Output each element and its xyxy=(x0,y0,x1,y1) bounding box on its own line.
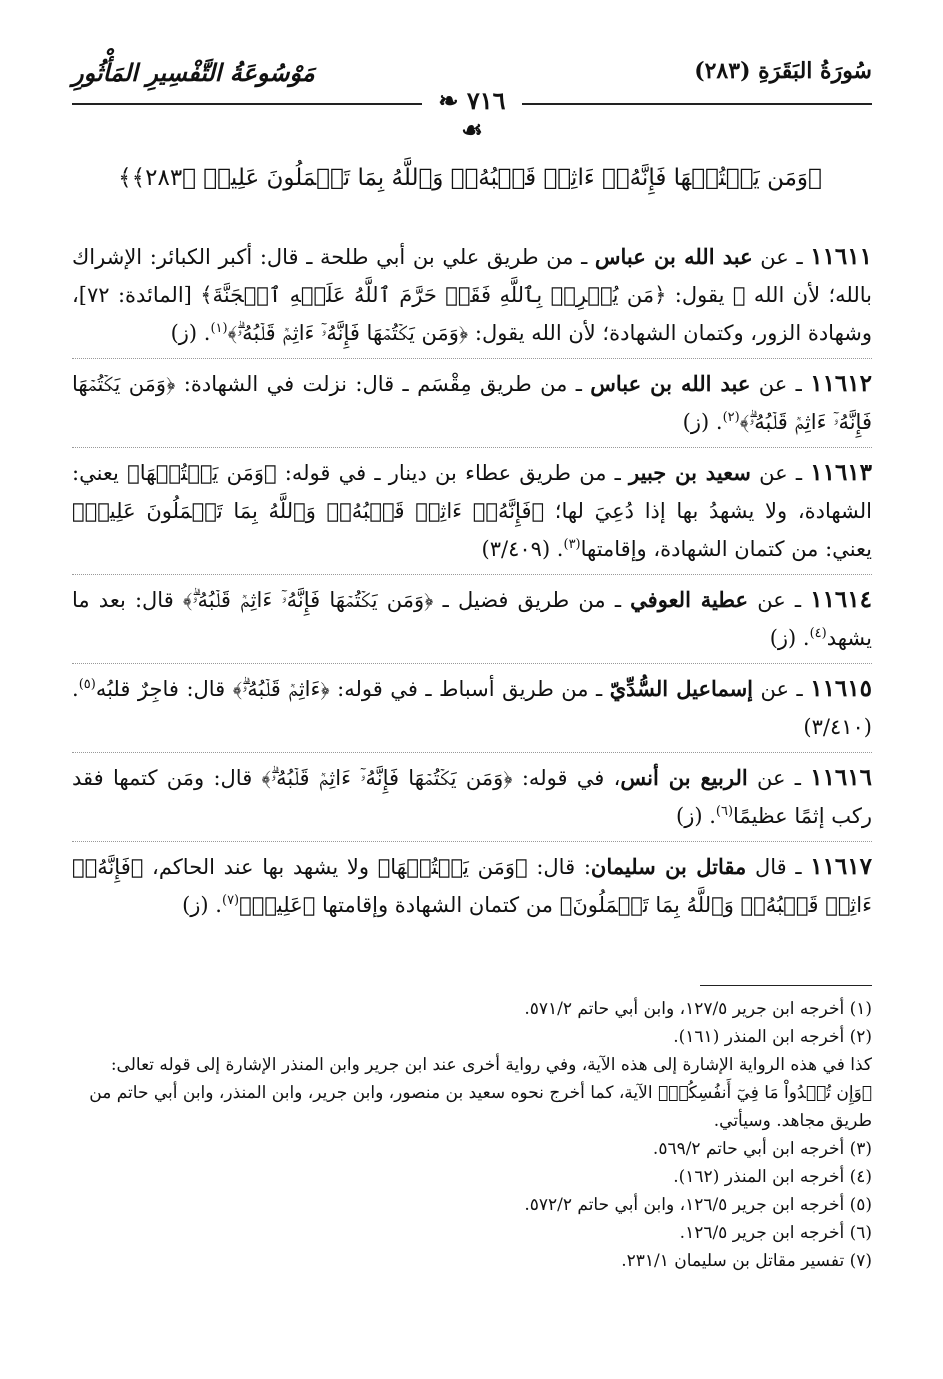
entry-source: . (٣/٤١٠) xyxy=(72,677,872,739)
entry-source: . (ز) xyxy=(769,626,810,650)
entry-source: . (٣/٤٠٩) xyxy=(481,537,564,561)
entry-number: ١١٦١٧ xyxy=(810,853,872,880)
entry-number: ١١٦١٦ xyxy=(810,764,872,791)
narration-entry xyxy=(72,232,872,359)
narration-entry xyxy=(72,575,872,664)
quran-verse: ﴿وَمَن يَكۡتُمۡهَا فَإِنَّهُۥٓ ءَاثِمٞ قَلۡبُهُۥۗ وَٱللَّهُ بِمَا تَعۡمَلُونَ عَلِيمٞ ﴿٢٨٣﴾﴾ xyxy=(118,165,822,191)
entry-prefix: ـ عن xyxy=(750,372,811,396)
entry-text: ـ من طريق أسباط ـ في قوله: ﴿ءَاثِمٞ قَلۡبُهُۥۗ﴾ قال: فاجِرٌ قلبُه xyxy=(95,677,610,701)
header-rule-left xyxy=(72,103,422,105)
footnote-separator xyxy=(700,985,872,986)
footnote: (٤) أخرجه ابن المنذر (١٦٢). xyxy=(673,1167,872,1187)
narration-entry xyxy=(72,664,872,753)
entry-prefix: ـ عن xyxy=(753,677,811,701)
entry-number: ١١٦١٤ xyxy=(810,586,872,613)
footnote: (٣) أخرجه ابن أبي حاتم ٥٦٩/٢. xyxy=(652,1139,872,1159)
entry-number: ١١٦١١ xyxy=(810,243,872,270)
footnote: (٢) أخرجه ابن المنذر (١٦١). xyxy=(673,1027,872,1047)
narration-entry xyxy=(72,359,872,448)
entry-prefix: ـ عن xyxy=(752,245,811,269)
running-header xyxy=(72,48,872,144)
footnote-ref[interactable]: (٧) xyxy=(221,893,240,908)
footnote-ref[interactable]: (٥) xyxy=(78,677,96,692)
entry-source: . (ز) xyxy=(182,893,222,917)
entry-text: : قال: ﴿وَمَن يَكۡتُمۡهَا﴾ ولا يشهد بها عند الحاكم، ﴿فَإِنَّهُۥٓ ءَاثِمٞ قَلۡبُهُۥۗ وَٱللَّهُ بِمَا تَعۡمَلُونَ﴾ من كتمان الشهادة وإقامتها ﴿عَلِيمٞ﴾ xyxy=(72,855,872,917)
footnote-ref[interactable]: (١) xyxy=(210,321,228,336)
footnote-ref[interactable]: (٣) xyxy=(563,537,581,552)
entry-source: . (ز) xyxy=(170,321,211,345)
footnote: (٦) أخرجه ابن جرير ١٢٦/٥. xyxy=(679,1223,872,1243)
entry-source: . (ز) xyxy=(682,410,723,434)
entry-text: ـ من طريق فضيل ـ ﴿وَمَن يَكۡتُمۡهَا فَإِنَّهُۥٓ ءَاثِمٞ قَلۡبُهُۥۗ﴾ قال: بعد ما يشهد xyxy=(72,588,872,650)
surah-title: سُورَةُ البَقَرَةِ (٢٨٣) xyxy=(694,58,872,84)
entry-text: ـ من طريق مِقْسَم ـ قال: نزلت في الشهادة: ﴿وَمَن يَكۡتُمۡهَا فَإِنَّهُۥٓ ءَاثِمٞ قَلۡبُهُۥۗ﴾ xyxy=(72,372,872,434)
book-title: مَوْسُوعَةُ التَّفْسِيرِ المَأْثُورِ xyxy=(72,58,315,87)
narration-entry xyxy=(72,448,872,575)
footnote: (١) أخرجه ابن جرير ١٢٧/٥، وابن أبي حاتم ٥٧١/٢. xyxy=(524,999,872,1019)
entry-text: ، في قوله: ﴿وَمَن يَكۡتُمۡهَا فَإِنَّهُۥٓ ءَاثِمٞ قَلۡبُهُۥۗ﴾ قال: ومَن كتمها فقد ركب إثمًا عظيمًا xyxy=(72,766,872,828)
narrator-name: الربيع بن أنس xyxy=(620,765,748,790)
narration-list xyxy=(72,232,872,930)
narrator-name: عطية العوفي xyxy=(630,587,749,612)
entry-text: ـ من طريق علي بن أبي طلحة ـ قال: أكبر الكبائر: الإشراك بالله؛ لأن الله ﷻ يقول: ﴿مَن يُشۡرِكۡ بِٱللَّهِ فَقَدۡ حَرَّمَ ٱللَّهُ عَلَيۡهِ ٱلۡجَنَّةَ﴾ [المائدة: ٧٢]، وشهادة الزور، وكتمان الشهادة؛ لأن الله يقول: ﴿وَمَن يَكۡتُمۡهَا فَإِنَّهُۥٓ ءَاثِمٞ قَلۡبُهُۥۗ﴾ xyxy=(72,245,872,345)
entry-number: ١١٦١٣ xyxy=(810,459,873,486)
page-number: ❧ ٧١٦ ☙ xyxy=(438,86,506,144)
narration-entry xyxy=(72,753,872,842)
footnote: (٥) أخرجه ابن جرير ١٢٦/٥، وابن أبي حاتم ٥٧٢/٢. xyxy=(524,1195,872,1215)
footnote: (٧) تفسير مقاتل بن سليمان ٢٣١/١. xyxy=(621,1251,872,1271)
page-number-text: ٧١٦ xyxy=(466,86,506,115)
entry-prefix: ـ عن xyxy=(747,766,811,790)
footnote-ref[interactable]: (٦) xyxy=(715,804,734,819)
narrator-name: مقاتل بن سليمان xyxy=(590,854,747,879)
footnote-comment: كذا في هذه الرواية الإشارة إلى هذه الآية، وفي رواية أخرى عند ابن جرير وابن المنذر الإشارة إلى قوله تعالى: ﴿وَإِن تُبۡدُواْ مَا فِيٓ أَنفُسِكُمۡ﴾ الآية، كما أخرج نحوه سعيد بن منصور، وابن جرير، وابن المنذر، وابن أبي حاتم من طريق مجاهد. وسيأتي. xyxy=(89,1055,872,1131)
footnotes xyxy=(72,995,872,1275)
entry-prefix: ـ عن xyxy=(750,461,811,485)
entry-number: ١١٦١٥ xyxy=(810,675,872,702)
narration-entry xyxy=(72,842,872,930)
narrator-name: عبد الله بن عباس xyxy=(594,244,753,269)
footnote-ref[interactable]: (٢) xyxy=(722,410,740,425)
footnote-ref[interactable]: (٤) xyxy=(809,626,827,641)
narrator-name: سعيد بن جبير xyxy=(629,460,751,485)
entry-prefix: ـ قال xyxy=(746,855,811,879)
entry-prefix: ـ عن xyxy=(748,588,811,612)
header-rule-right xyxy=(522,103,872,105)
entry-source: . (ز) xyxy=(676,804,716,828)
narrator-name: إسماعيل السُّدِّيّ xyxy=(609,676,754,701)
entry-text: ـ من طريق عطاء بن دينار ـ في قوله: ﴿وَمَن يَكۡتُمۡهَا﴾ يعني: الشهادة، ولا يشهدُ بها إذا دُعِيَ لها؛ ﴿فَإِنَّهُۥٓ ءَاثِمٞ قَلۡبُهُۥۗ وَٱللَّهُ بِمَا تَعۡمَلُونَ عَلِيمٞ﴾ يعني: من كتمان الشهادة، وإقامتها xyxy=(72,461,872,561)
entry-number: ١١٦١٢ xyxy=(810,370,872,397)
narrator-name: عبد الله بن عباس xyxy=(590,371,751,396)
